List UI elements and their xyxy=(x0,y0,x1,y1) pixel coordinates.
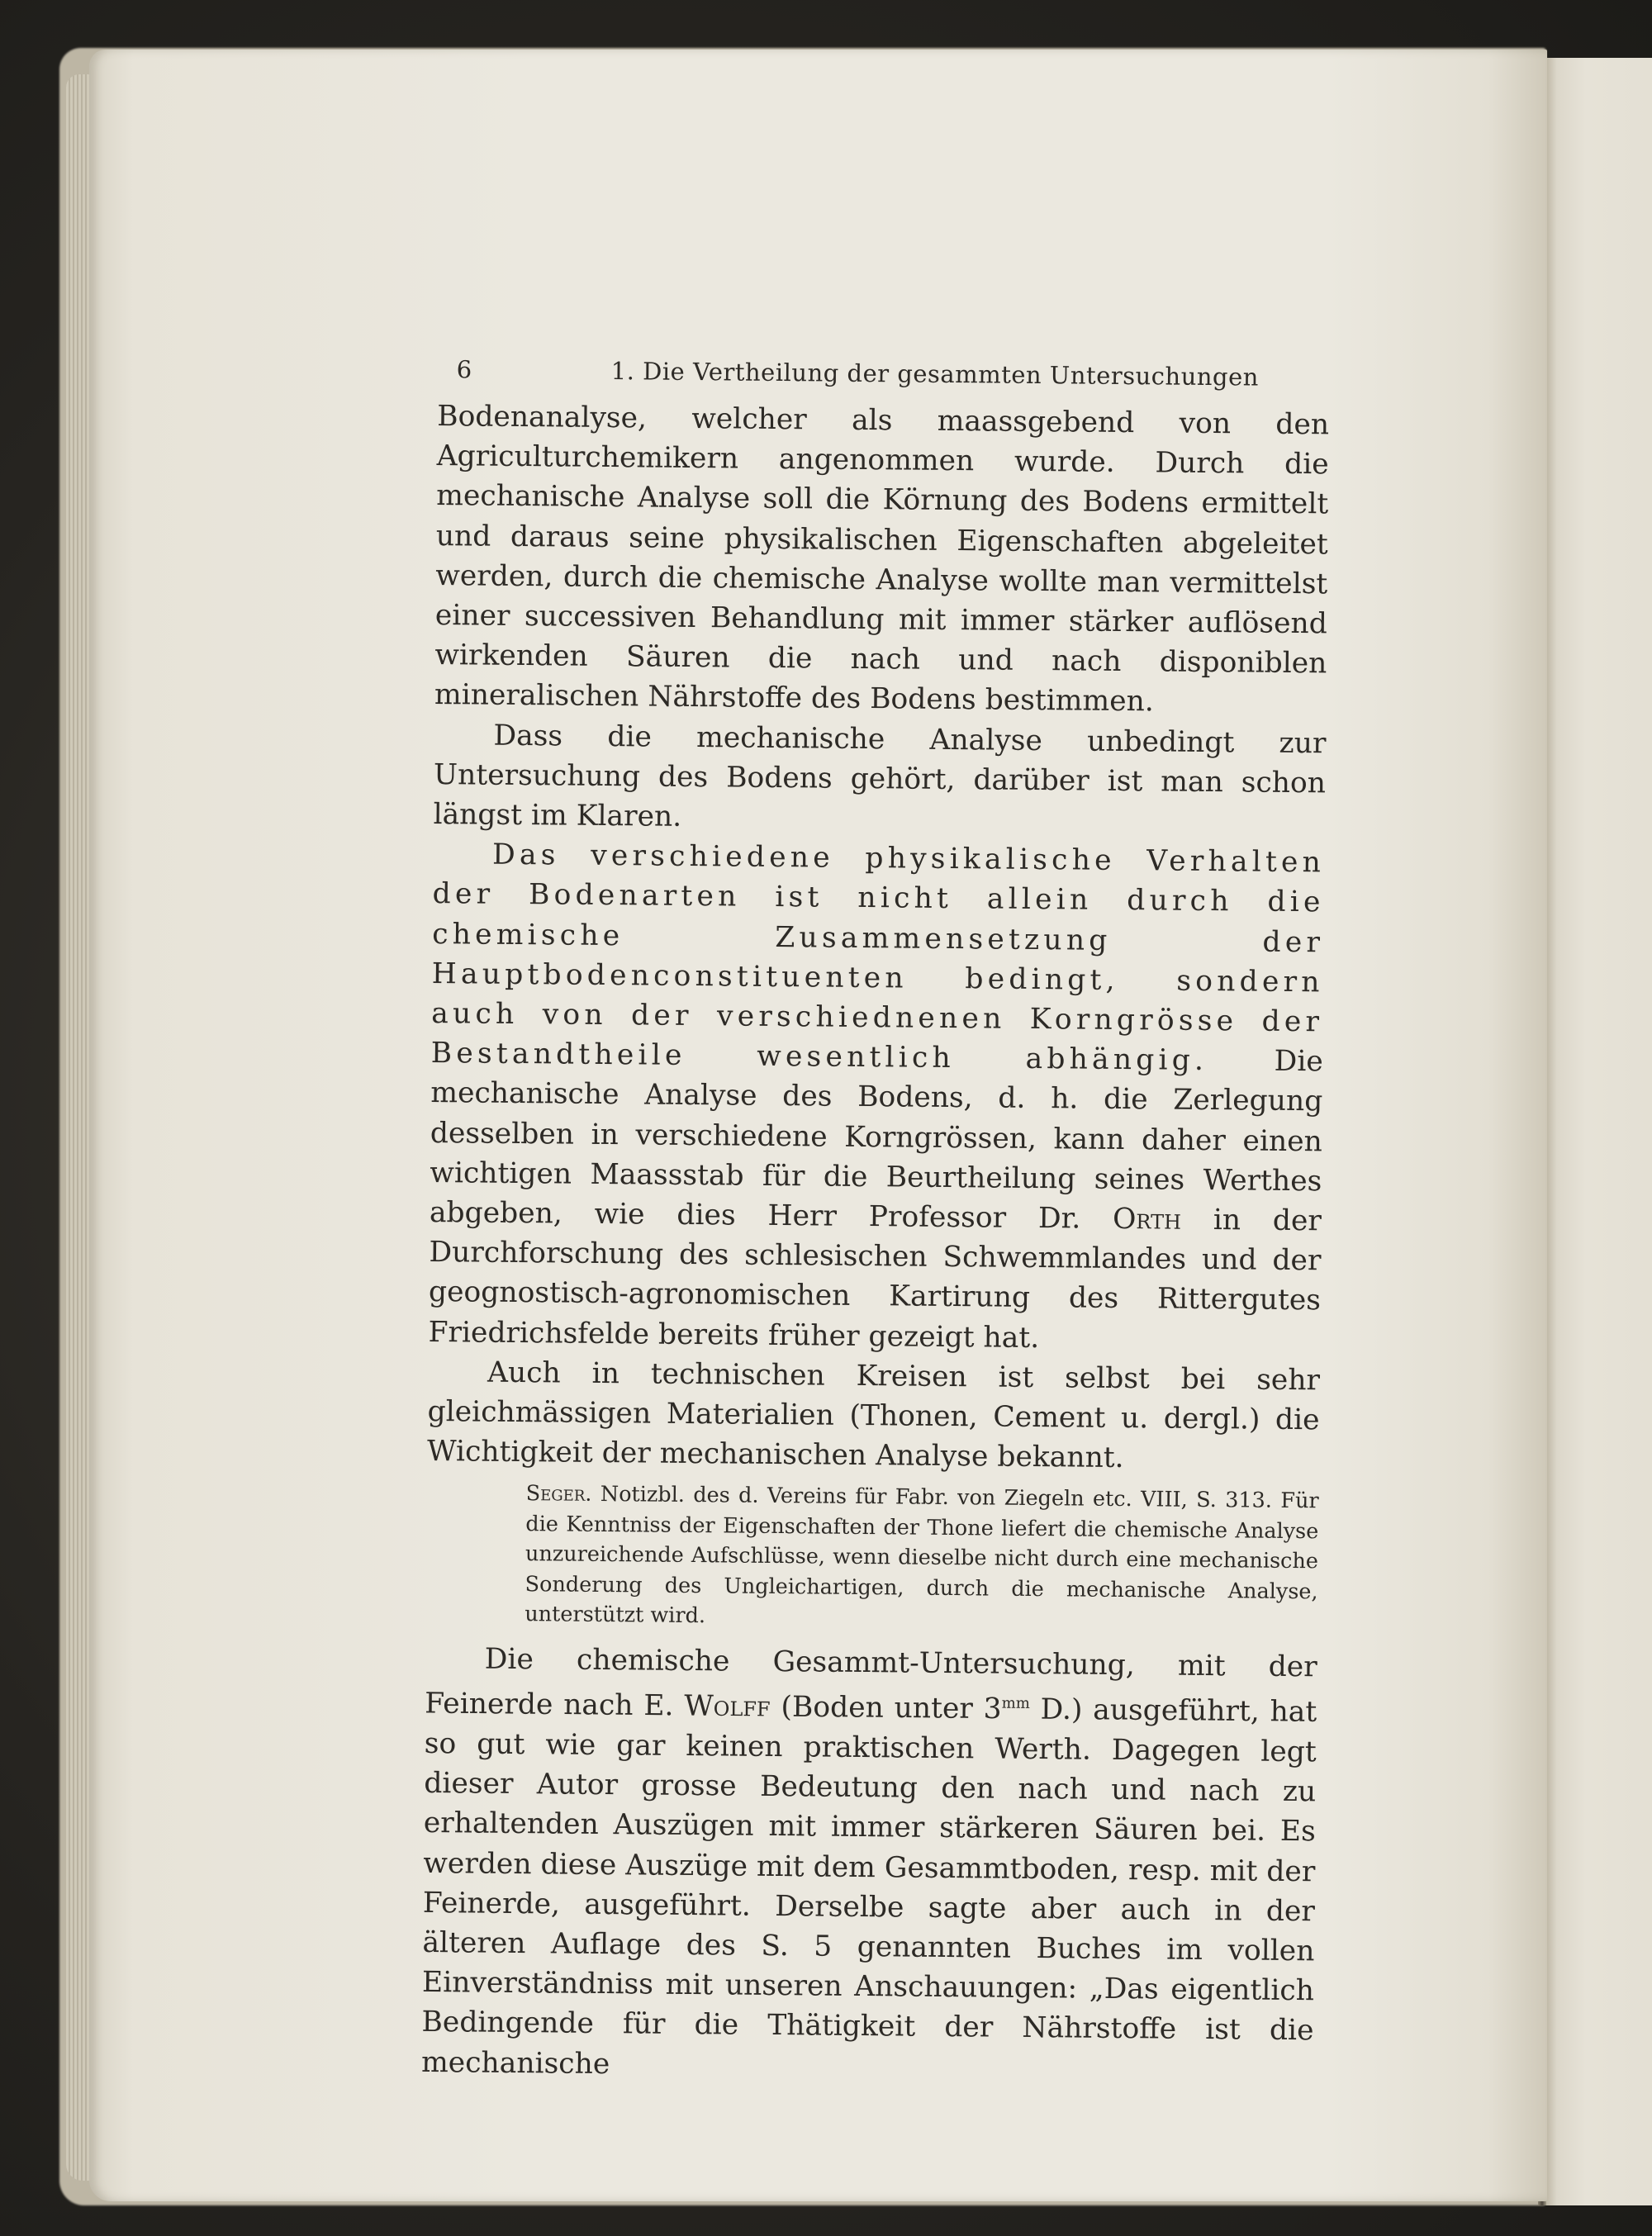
footnote xyxy=(525,1479,1319,1638)
paragraph-3-spaced-text: Das verschiedene physikalische Verhalten der Bodenarten ist nicht allein durch die chemische Zusammensetzung der Hauptbodenconstituenten bedingt, sondern auch von der verschiednenen Korngrösse der Bestandtheile wesentlich abhängig. xyxy=(430,838,1326,1078)
page-text-block xyxy=(421,347,1330,2091)
running-head: 1. Die Vertheilung der gesammten Untersuchungen xyxy=(610,357,1260,392)
footnote-author: Seger. xyxy=(525,1481,592,1507)
paragraph-5 xyxy=(421,1639,1317,2091)
paragraph-1: Bodenanalyse, welcher als maassgebend von den Agriculturchemikern angenommen wurde. Durch die mechanische Analyse soll die Körnung des Bodens ermittelt und daraus seine physikalischen Eigenschaften abgeleitet werden, durch die chemische Analyse wollte man vermittelst einer successiven Behandlung mit immer stärker auflösend wirkenden Säuren die nach und nach disponiblen mineralischen Nährstoffe des Bodens bestimmen. xyxy=(434,399,1330,719)
paragraph-3-text: Die mechanische Analyse des Bodens, d. h. die Zerlegung desselben in verschiedene Korngrössen, kann daher einen wichtigen Maassstab für die Beurtheilung seines Werthes abgeben, wie dies Herr Professor Dr. xyxy=(429,1045,1323,1236)
paragraph-5-mid: (Boden unter 3 xyxy=(781,1690,1002,1726)
paragraph-3-end: in der Durchforschung des schlesischen Schwemmlandes und der geognostisch-agronomischen Kartirung des Rittergutes Friedrichsfelde bereits früher gezeigt hat. xyxy=(428,1203,1322,1355)
paragraph-5-end: D.) ausgeführt, hat so gut wie gar keinen praktischen Werth. Dagegen legt dieser Autor grosse Bedeutung den nach und nach zu erhaltenden Auszügen mit immer stärkeren Säuren bei. Es werden diese Auszüge mit dem Gesammtboden, resp. mit der Feinerde, ausgeführt. Derselbe sagte aber auch in der älteren Auflage des S. 5 genannten Buches im vollen Einverständniss mit unseren Anschauungen: „Das eigentlich Bedingende für die Thätigkeit der Nährstoffe ist die mechanische xyxy=(420,1692,1317,2081)
page-header xyxy=(437,347,1330,405)
author-name-wolff: Wolff xyxy=(684,1689,771,1724)
body-text xyxy=(421,396,1330,2091)
author-name-orth: Orth xyxy=(1112,1202,1182,1237)
facing-page-edge xyxy=(1546,58,1652,2205)
paragraph-4: Auch in technischen Kreisen ist selbst bei sehr gleichmässigen Materialien (Thonen, Cement u. dergl.) die Wichtigkeit der mechanischen Analyse bekannt. xyxy=(426,1355,1321,1475)
paragraph-2: Dass die mechanische Analyse unbedingt zur Untersuchung des Bodens gehört, darüber ist man schon längst im Klaren. xyxy=(433,719,1327,833)
footnote-text: Für die Kenntniss der Eigenschaften der Thone liefert die chemische Analyse unzureichende Aufschlüsse, wenn dieselbe nicht durch eine mechanische Sonderung des Ungleichartigen, durch die mechanische Analyse, unterstützt wird. xyxy=(525,1488,1319,1629)
unit-superscript: mm xyxy=(1001,1694,1030,1713)
page-number: 6 xyxy=(456,355,472,384)
page-edge-stack xyxy=(66,74,91,2181)
paragraph-3 xyxy=(428,834,1325,1360)
footnote-citation: Notizbl. des d. Vereins für Fabr. von Ziegeln etc. VIII, S. 313. xyxy=(600,1482,1273,1514)
paragraph-5-start: Die chemische Gesammt-Untersuchung, mit der Feinerde nach E. xyxy=(425,1642,1317,1723)
